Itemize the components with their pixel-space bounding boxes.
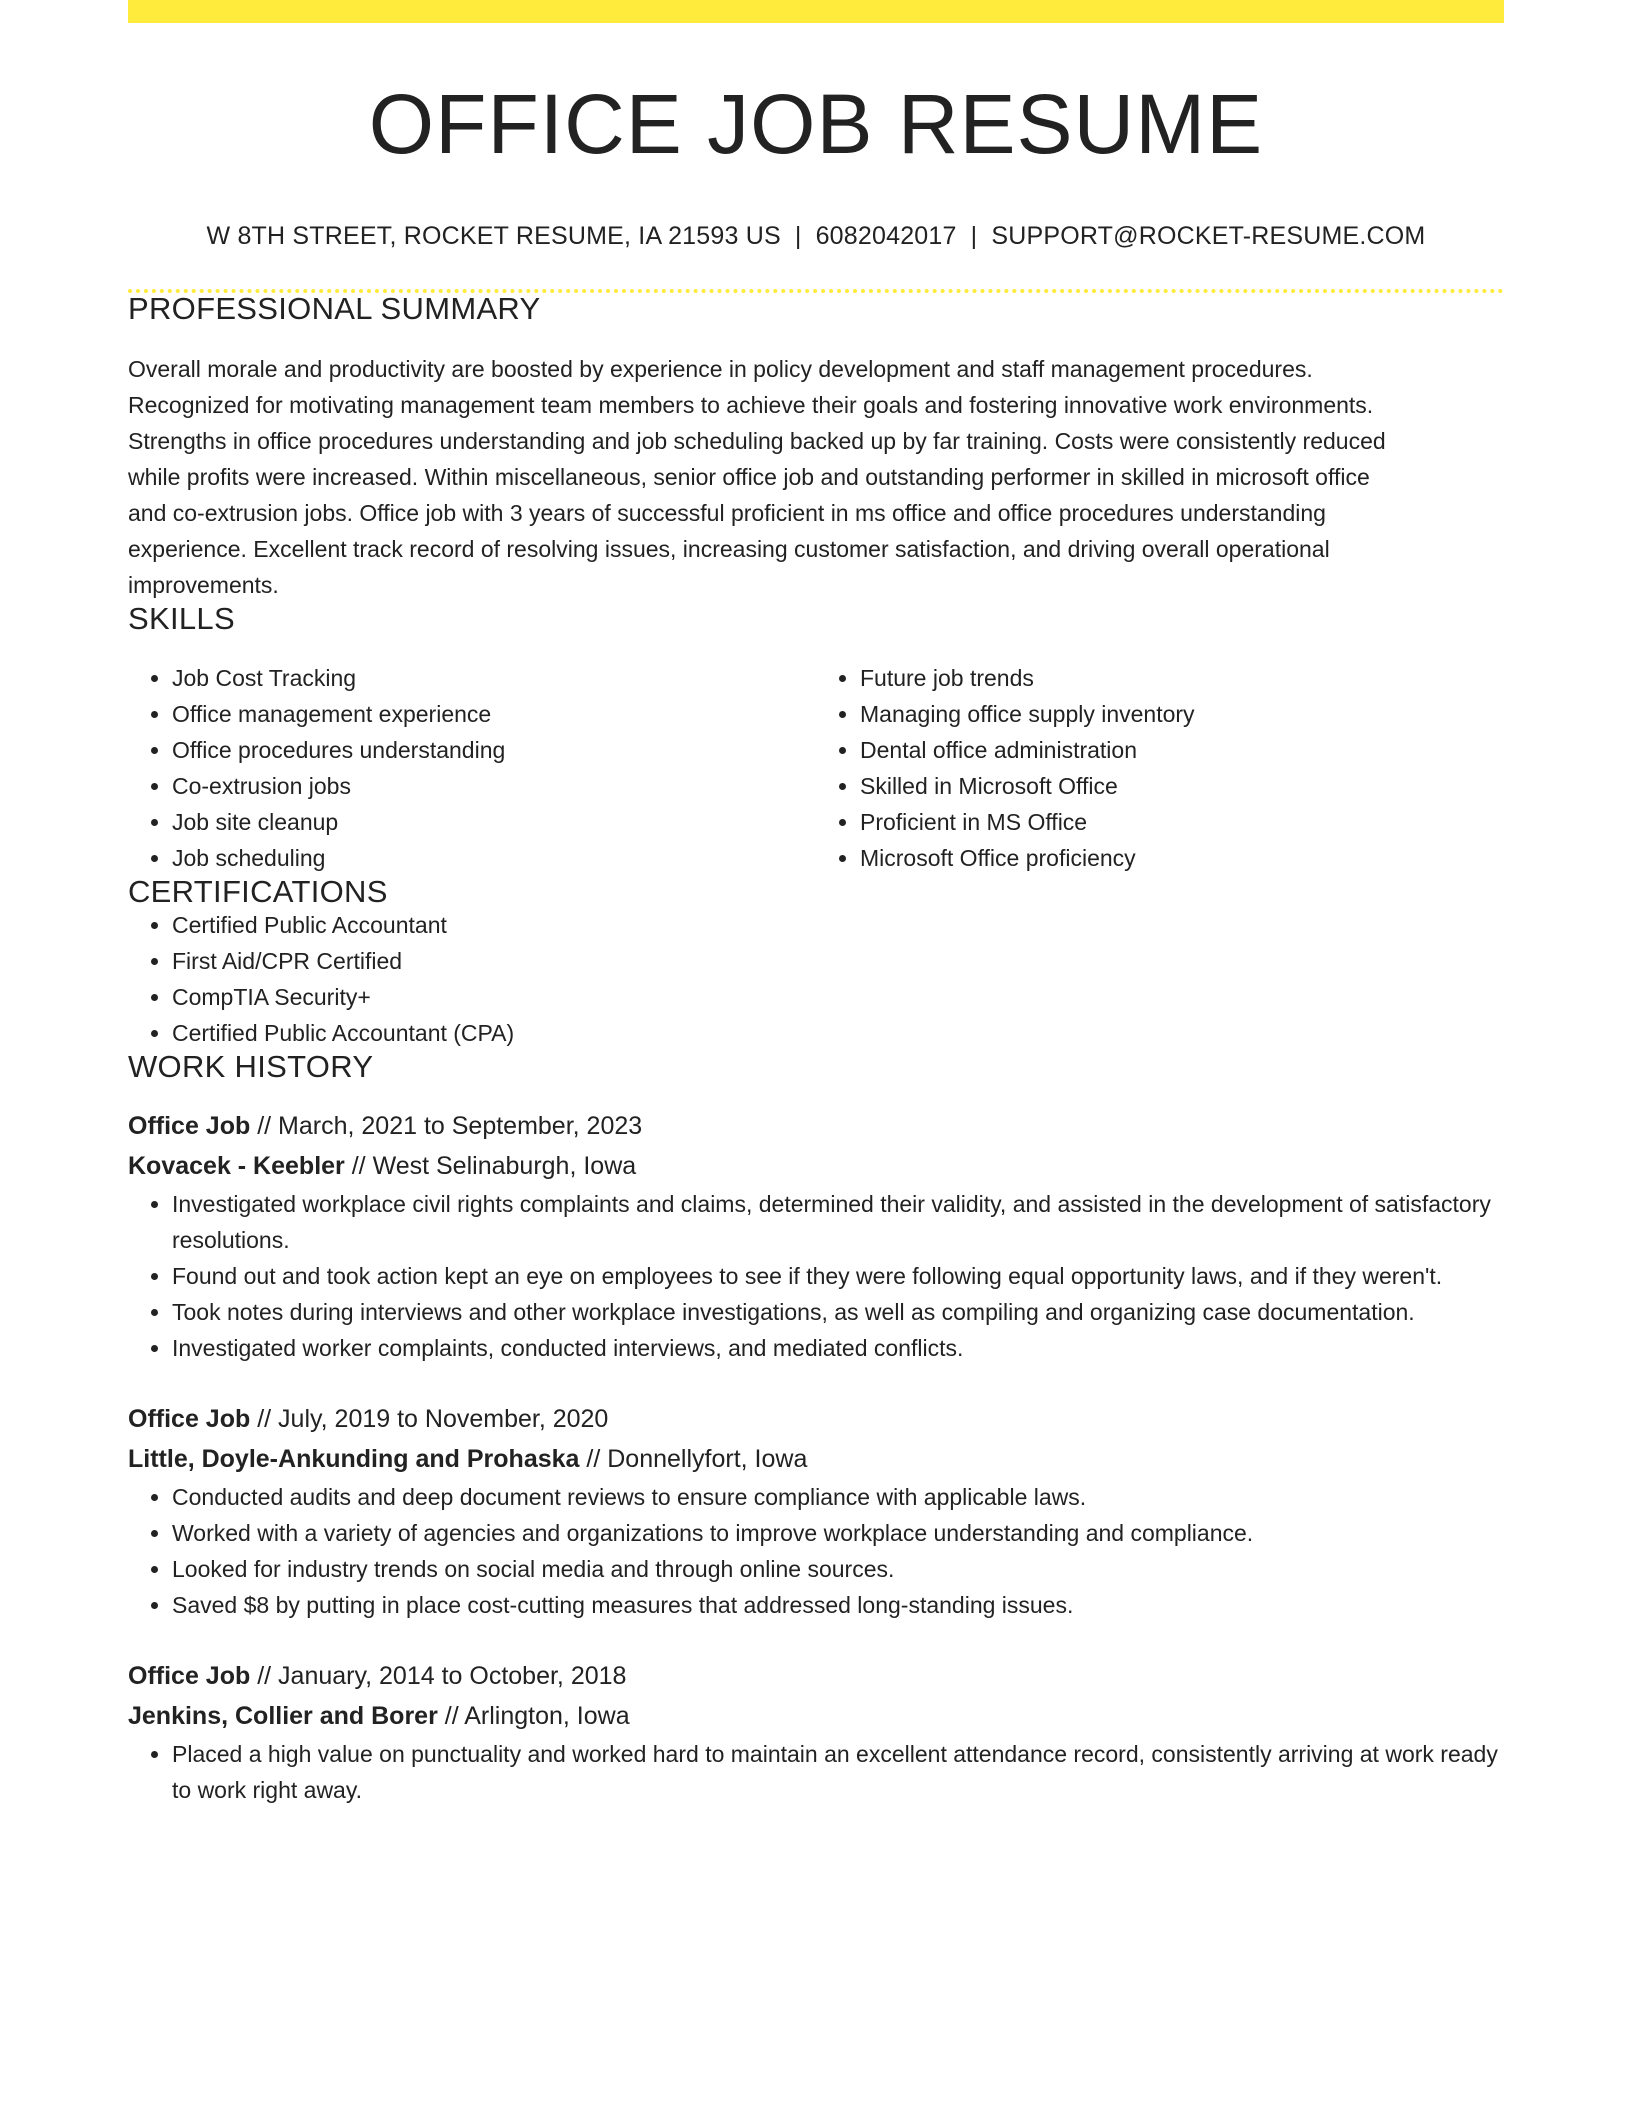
job-company: Jenkins, Collier and Borer <box>128 1702 438 1730</box>
summary-line: Recognized for motivating management team members to achieve their goals and fostering innovative work environments. <box>128 392 1374 418</box>
summary-line: Overall morale and productivity are boosted by experience in policy development and staff management procedures. <box>128 356 1313 382</box>
job-location: // West Selinaburgh, Iowa <box>351 1152 637 1180</box>
summary-heading: PROFESSIONAL SUMMARY <box>128 291 541 326</box>
certifications-heading: CERTIFICATIONS <box>128 874 388 909</box>
job-company-line <box>128 1696 1504 1736</box>
skill-item: • Job scheduling <box>172 840 816 876</box>
summary-line: Strengths in office procedures understanding and job scheduling backed up by far training. Costs were consistently reduced <box>128 428 1386 454</box>
job-location: // Arlington, Iowa <box>444 1702 630 1730</box>
job-role: Office Job <box>128 1405 251 1433</box>
job-duty: • Investigated worker complaints, conducted interviews, and mediated conflicts. <box>172 1330 1504 1366</box>
skill-item: • Office procedures understanding <box>172 732 816 768</box>
resume-title: OFFICE JOB RESUME <box>368 77 1264 171</box>
job-role-line <box>128 1399 1504 1439</box>
job-role: Office Job <box>128 1112 251 1140</box>
job-company-line <box>128 1439 1504 1479</box>
skill-item: • Job site cleanup <box>172 804 816 840</box>
job-duty: • Took notes during interviews and other workplace investigations, as well as compiling and organizing case documentation. <box>172 1294 1504 1330</box>
summary-line: while profits were increased. Within miscellaneous, senior office job and outstanding performer in skilled in microsoft office <box>128 464 1370 490</box>
job-entry <box>128 1106 1504 1366</box>
job-duties <box>128 1479 1504 1623</box>
skills-list-left <box>128 660 816 876</box>
job-entry <box>128 1399 1504 1623</box>
certification-item: • Certified Public Accountant (CPA) <box>172 1015 1504 1051</box>
job-role-line <box>128 1106 1504 1146</box>
skills-heading: SKILLS <box>128 601 235 636</box>
certifications-list <box>128 907 1504 1051</box>
resume-page <box>128 0 1504 1808</box>
skill-item: • Job Cost Tracking <box>172 660 816 696</box>
skill-item: • Dental office administration <box>860 732 1504 768</box>
skill-item: • Microsoft Office proficiency <box>860 840 1504 876</box>
skill-item: • Managing office supply inventory <box>860 696 1504 732</box>
skill-item: • Skilled in Microsoft Office <box>860 768 1504 804</box>
job-duty: • Worked with a variety of agencies and organizations to improve workplace understanding and compliance. <box>172 1515 1504 1551</box>
job-dates: // January, 2014 to October, 2018 <box>257 1662 627 1690</box>
job-role: Office Job <box>128 1662 251 1690</box>
job-duty: • Saved $8 by putting in place cost-cutting measures that addressed long-standing issues. <box>172 1587 1504 1623</box>
skills-list-right <box>816 660 1504 876</box>
contact-separator: | <box>794 222 802 250</box>
job-entry <box>128 1656 1504 1808</box>
contact-address: W 8TH STREET, ROCKET RESUME, IA 21593 US <box>206 222 781 250</box>
work-history-heading: WORK HISTORY <box>128 1049 374 1084</box>
job-duty: • Found out and took action kept an eye on employees to see if they were following equal opportunity laws, and if they weren't. <box>172 1258 1504 1294</box>
job-company-line <box>128 1146 1504 1186</box>
summary-line: improvements. <box>128 572 279 598</box>
job-duty: • Looked for industry trends on social media and through online sources. <box>172 1551 1504 1587</box>
skill-item: • Future job trends <box>860 660 1504 696</box>
skill-item: • Proficient in MS Office <box>860 804 1504 840</box>
certification-item: • CompTIA Security+ <box>172 979 1504 1015</box>
job-duty: • Investigated workplace civil rights complaints and claims, determined their validity, and assisted in the development of satisfactory resolutions. <box>172 1186 1504 1258</box>
job-duties <box>128 1736 1504 1808</box>
job-location: // Donnellyfort, Iowa <box>586 1445 808 1473</box>
skills-columns <box>128 660 1504 876</box>
contact-line <box>128 224 1504 249</box>
skill-item: • Office management experience <box>172 696 816 732</box>
certification-item: • First Aid/CPR Certified <box>172 943 1504 979</box>
certification-item: • Certified Public Accountant <box>172 907 1504 943</box>
job-dates: // March, 2021 to September, 2023 <box>257 1112 643 1140</box>
job-company: Kovacek - Keebler <box>128 1152 345 1180</box>
job-duty: • Conducted audits and deep document reviews to ensure compliance with applicable laws. <box>172 1479 1504 1515</box>
accent-top-bar <box>128 0 1504 23</box>
summary-line: and co-extrusion jobs. Office job with 3 years of successful proficient in ms office and office procedures understanding <box>128 500 1326 526</box>
contact-separator: | <box>970 222 978 250</box>
job-duty: • Placed a high value on punctuality and worked hard to maintain an excellent attendance record, consistently arriving at work ready to work right away. <box>172 1736 1504 1808</box>
job-duties <box>128 1186 1504 1366</box>
job-dates: // July, 2019 to November, 2020 <box>257 1405 609 1433</box>
contact-email: SUPPORT@ROCKET-RESUME.COM <box>991 222 1426 250</box>
skill-item: • Co-extrusion jobs <box>172 768 816 804</box>
summary-paragraph <box>128 351 1504 603</box>
summary-line: experience. Excellent track record of resolving issues, increasing customer satisfaction, and driving overall operational <box>128 536 1330 562</box>
contact-phone: 6082042017 <box>815 222 957 250</box>
job-company: Little, Doyle-Ankunding and Prohaska <box>128 1445 580 1473</box>
job-role-line <box>128 1656 1504 1696</box>
